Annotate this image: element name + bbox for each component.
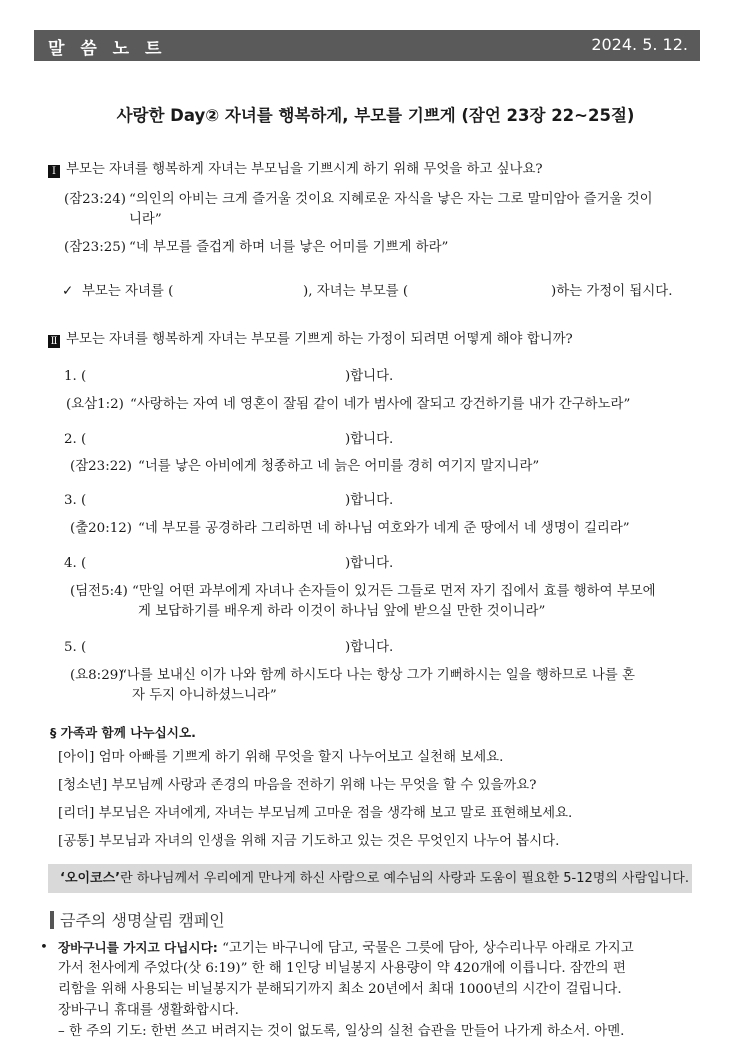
share-line: [청소년] 부모님께 사랑과 존경의 마음을 전하기 위해 나는 무엇을 할 수 있을까요?	[58, 778, 537, 793]
bullet-icon: •	[40, 940, 48, 955]
campaign-title: 금주의 생명살림 캠페인	[60, 911, 225, 930]
verse-ref: (요8:29)	[70, 668, 124, 683]
page-title: 사랑한 Day② 자녀를 행복하게, 부모를 기쁘게 (잠언 23장 22~25절)	[116, 106, 635, 125]
section1-marker: Ⅰ	[48, 165, 60, 178]
fill-in-part-c: )하는 가정이 됩시다.	[551, 284, 673, 299]
share-line: [아이] 엄마 아빠를 기쁘게 하기 위해 무엇을 할지 나누어보고 실천해 보세요.	[58, 750, 504, 765]
section2-question	[48, 330, 573, 350]
campaign-heading	[50, 908, 225, 931]
verse-ref: (잠23:22)	[70, 459, 132, 474]
campaign-line1: “고기는 바구니에 담고, 국물은 그릇에 담아, 상수리나무 아래로 가지고	[222, 941, 634, 956]
campaign-line	[58, 938, 634, 960]
verse-ref: (딤전5:4)	[70, 584, 128, 599]
verse-ref: (잠23:25)	[64, 240, 126, 255]
list-item-ending: )합니다.	[345, 369, 394, 384]
verse-text: “너를 낳은 아비에게 청종하고 네 늙은 어미를 경히 여기지 말지니라”	[138, 459, 540, 474]
verse-text: 자 두지 아니하셨느니라”	[132, 688, 277, 703]
verse-text: “의인의 아비는 크게 즐거울 것이요 지혜로운 자식을 낳은 자는 그로 말미암아 즐거울 것이	[129, 192, 653, 207]
campaign-lead: 장바구니를 가지고 다닙시다:	[58, 940, 218, 955]
header-bar	[34, 30, 700, 61]
verse-text: 게 보답하기를 배우게 하라 이것이 하나님 앞에 받으실 만한 것이니라”	[138, 604, 546, 619]
header-label: 말 씀 노 트	[48, 39, 167, 59]
verse-text: “만일 어떤 과부에게 자녀나 손자들이 있거든 그들로 먼저 자기 집에서 효를 행하여 부모에	[132, 584, 656, 599]
share-line: [리더] 부모님은 자녀에게, 자녀는 부모님께 고마운 점을 생각해 보고 말로 표현해보세요.	[58, 806, 573, 821]
list-item-ending: )합니다.	[345, 493, 394, 508]
campaign-line: 장바구니 휴대를 생활화합시다.	[58, 1003, 239, 1018]
list-item-ending: )합니다.	[345, 432, 394, 447]
verse-text: “사랑하는 자여 네 영혼이 잘됨 같이 네가 범사에 잘되고 강건하기를 내가 간구하노라”	[130, 397, 631, 412]
oikos-term: ‘오이코스’	[60, 871, 121, 886]
verse-ref: (출20:12)	[70, 521, 132, 536]
section1-question	[48, 160, 543, 180]
share-heading: § 가족과 함께 나누십시오.	[50, 725, 196, 740]
section2-marker: Ⅱ	[48, 335, 60, 348]
verse-ref: (잠23:24)	[64, 192, 126, 207]
list-item-number: 4. (	[64, 556, 87, 571]
list-item-number: 2. (	[64, 432, 87, 447]
fill-in-part-b: ), 자녀는 부모를 (	[303, 284, 409, 299]
verse-ref: (요삼1:2)	[66, 397, 124, 412]
fill-in-part-a: 부모는 자녀를 (	[82, 284, 174, 299]
campaign-prayer: – 한 주의 기도: 한번 쓰고 버려지는 것이 없도록, 일상의 실천 습관을 만들어 나가게 하소서. 아멘.	[58, 1024, 625, 1039]
heading-bar-icon	[50, 911, 54, 929]
oikos-definition: 란 하나님께서 우리에게 만나게 하신 사람으로 예수님의 사랑과 도움이 필요한 5-12명의 사람입니다.	[120, 871, 689, 886]
verse-text: “네 부모를 즐겁게 하며 너를 낳은 어미를 기쁘게 하라”	[129, 240, 449, 255]
list-item-ending: )합니다.	[345, 556, 394, 571]
check-icon: ✓	[62, 284, 74, 299]
share-line: [공통] 부모님과 자녀의 인생을 위해 지금 기도하고 있는 것은 무엇인지 나누어 봅시다.	[58, 834, 560, 849]
list-item-number: 5. (	[64, 640, 87, 655]
oikos-box	[48, 864, 692, 893]
section2-question-text: 부모는 자녀를 행복하게 자녀는 부모를 기쁘게 하는 가정이 되려면 어떻게 해야 합니까?	[66, 332, 573, 347]
list-item-ending: )합니다.	[345, 640, 394, 655]
verse-text: “네 부모를 공경하라 그리하면 네 하나님 여호와가 네게 준 땅에서 네 생명이 길리라”	[138, 521, 630, 536]
campaign-line: 리함을 위해 사용되는 비닐봉지가 분해되기까지 최소 20년에서 최대 1000년의 시간이 걸립니다.	[58, 982, 622, 997]
oikos-text	[60, 869, 689, 889]
campaign-line: 가서 천사에게 주었다(삿 6:19)” 한 해 1인당 비닐봉지 사용량이 약 420개에 이릅니다. 잠깐의 편	[58, 961, 626, 976]
list-item-number: 3. (	[64, 493, 87, 508]
section1-question-text: 부모는 자녀를 행복하게 자녀는 부모님을 기쁘시게 하기 위해 무엇을 하고 싶나요?	[66, 162, 543, 177]
verse-text: 니라”	[129, 212, 162, 227]
header-date: 2024. 5. 12.	[591, 35, 688, 54]
verse-text: “나를 보내신 이가 나와 함께 하시도다 나는 항상 그가 기뻐하시는 일을 행하므로 나를 혼	[120, 668, 635, 683]
list-item-number: 1. (	[64, 369, 87, 384]
